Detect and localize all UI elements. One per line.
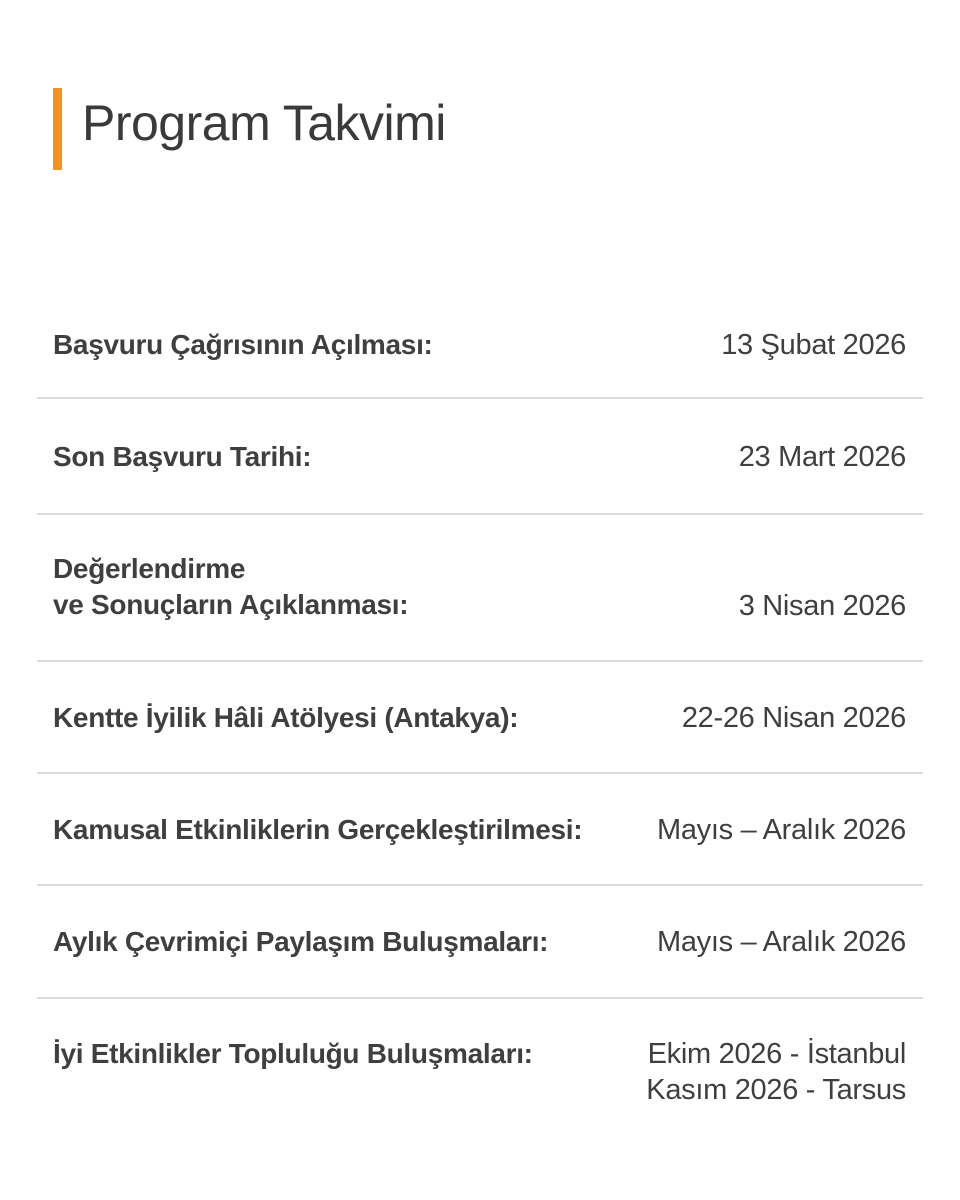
schedule-label-evaluation-line1: Değerlendirme (53, 553, 246, 584)
schedule-label-community-meetings: İyi Etkinlikler Topluluğu Buluşmaları: (53, 1038, 533, 1069)
schedule-label-workshop: Kentte İyilik Hâli Atölyesi (Antakya): (53, 702, 519, 733)
row-divider (37, 772, 923, 774)
schedule-label-evaluation-line2: ve Sonuçların Açıklanması: (53, 589, 409, 620)
schedule-value-online-meetings: Mayıs – Aralık 2026 (657, 926, 906, 958)
schedule-value-deadline: 23 Mart 2026 (738, 441, 906, 473)
row-divider (37, 397, 923, 399)
title-accent-bar (53, 88, 62, 170)
page-title: Program Takvimi (82, 95, 446, 151)
schedule-value-application-open: 13 Şubat 2026 (721, 329, 906, 361)
schedule-value-public-events: Mayıs – Aralık 2026 (657, 814, 906, 846)
row-divider (37, 884, 923, 886)
row-divider (37, 997, 923, 999)
schedule-value-community-meetings-line1: Ekim 2026 - İstanbul (647, 1038, 906, 1070)
row-divider (37, 660, 923, 662)
schedule-value-community-meetings-line2: Kasım 2026 - Tarsus (646, 1074, 906, 1106)
schedule-label-online-meetings: Aylık Çevrimiçi Paylaşım Buluşmaları: (53, 926, 549, 957)
schedule-value-workshop: 22-26 Nisan 2026 (681, 702, 906, 734)
schedule-label-evaluation (53, 551, 408, 623)
schedule-label-public-events: Kamusal Etkinliklerin Gerçekleştirilmesi: (53, 814, 583, 845)
row-divider (37, 513, 923, 515)
schedule-value-community-meetings (646, 1036, 906, 1108)
schedule-label-application-open: Başvuru Çağrısının Açılması: (53, 329, 433, 360)
schedule-label-deadline: Son Başvuru Tarihi: (53, 441, 312, 472)
schedule-value-evaluation: 3 Nisan 2026 (738, 590, 906, 622)
